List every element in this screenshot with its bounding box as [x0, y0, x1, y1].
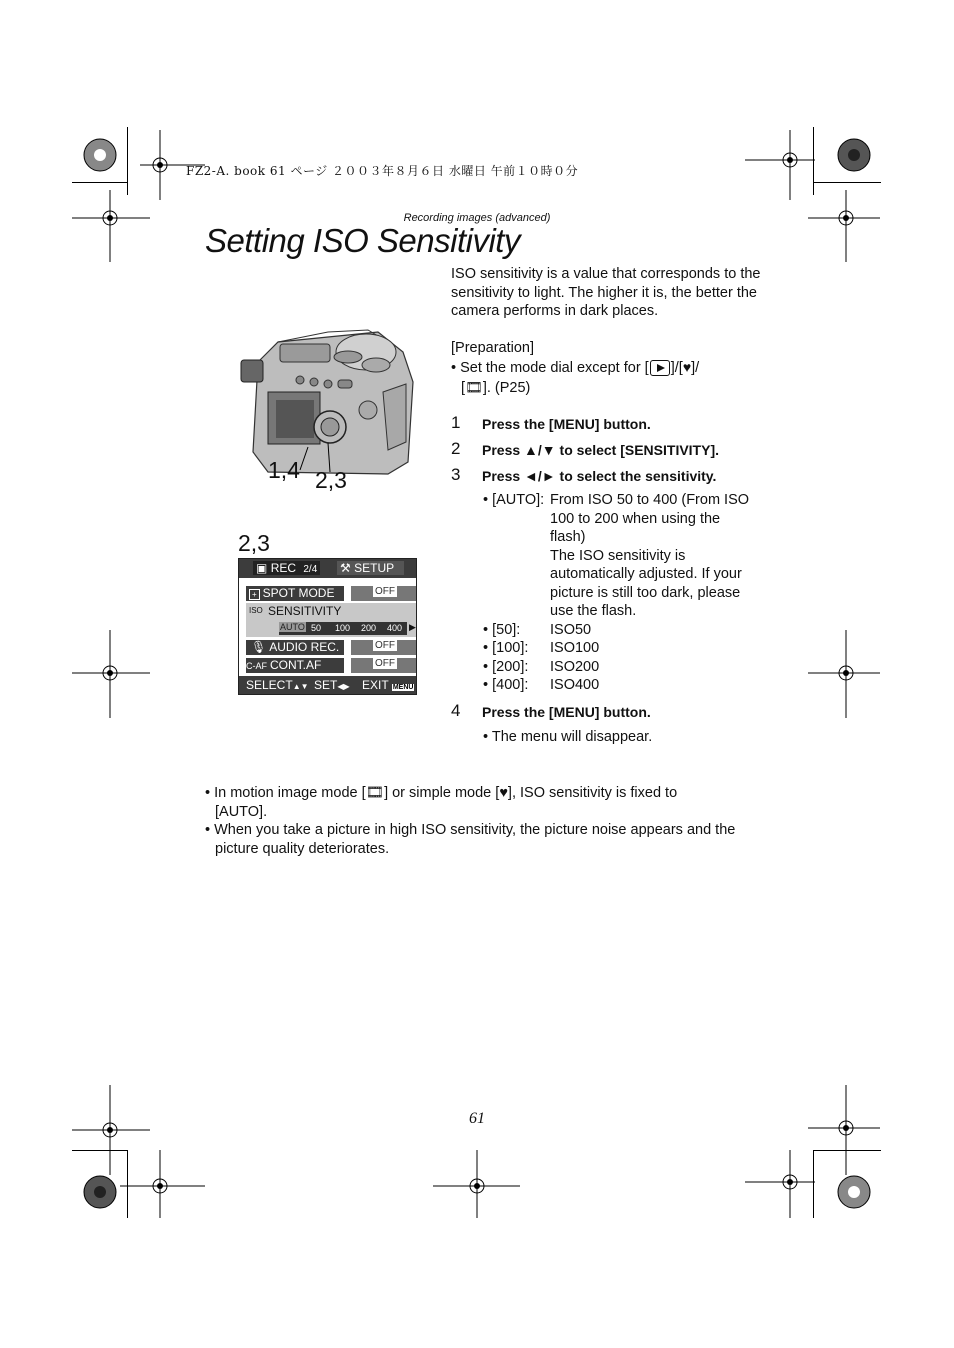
- option-100-desc: ISO100: [550, 640, 600, 656]
- playback-icon: [650, 360, 670, 376]
- spot-mode-value: OFF: [351, 586, 416, 601]
- sens-option-50: 50: [311, 623, 322, 633]
- option-50-desc: ISO50: [550, 622, 592, 638]
- motion-image-icon: 🎞: [465, 379, 483, 395]
- heart-icon: ♥: [682, 359, 692, 375]
- sensitivity-options: [279, 622, 407, 635]
- step-4-note: • The menu will disappear.: [483, 729, 653, 745]
- left-right-icon: ◀▶: [337, 682, 350, 691]
- file-info: FZ2-A. book 61 ページ ２００３年８月６日 水曜日 午前１０時０分: [186, 164, 579, 178]
- preparation-item: • Set the mode dial except for [ ]/[♥]/ [🎞]. (P25): [451, 359, 700, 396]
- sens-option-200: 200: [361, 623, 377, 633]
- heart-icon: ♥: [499, 785, 508, 801]
- arrow-right-icon: ▶: [409, 622, 416, 632]
- iso-icon: ISO: [249, 606, 263, 615]
- note-motion-mode: • In motion image mode [🎞] or simple mode [♥], ISO sensitivity is fixed to [AUTO].: [205, 785, 678, 820]
- option-400-desc: ISO400: [550, 677, 600, 693]
- option-200-desc: ISO200: [550, 659, 600, 675]
- spot-icon: +: [249, 589, 260, 600]
- intro-paragraph: ISO sensitivity is a value that corresponds to the sensitivity to light. The higher it is, the better the camera performs in dark places.: [451, 266, 761, 319]
- page-number: 61: [469, 1110, 485, 1127]
- sens-option-auto: AUTO: [280, 622, 305, 632]
- sens-option-400: 400: [387, 623, 403, 633]
- option-100-key: • [100]:: [483, 640, 529, 656]
- menu-row-spot-mode: + SPOT MODE: [246, 586, 344, 601]
- camera-icon: ▣: [256, 561, 268, 575]
- page-title: Setting ISO Sensitivity: [205, 222, 520, 259]
- preparation-label: [Preparation]: [451, 340, 535, 356]
- option-50-key: • [50]:: [483, 622, 521, 638]
- menu-button-icon: MENU: [392, 684, 414, 691]
- caf-icon: C-AF: [246, 661, 267, 671]
- up-down-icon: ▲▼: [292, 682, 309, 691]
- menu-row-sensitivity: ISO SENSITIVITY AUTO 50 100 200 400 ▶: [246, 603, 416, 637]
- audio-rec-value: OFF: [351, 640, 416, 655]
- footer-set: SET◀▶: [314, 678, 350, 692]
- lcd-menu-screen: [238, 558, 417, 695]
- footer-select: SELECT▲▼: [246, 678, 309, 692]
- callout-step-1-4: 1,4: [268, 457, 300, 483]
- menu-row-cont-af: C-AF CONT.AF: [246, 658, 344, 673]
- menu-tab-bar: [239, 559, 416, 578]
- option-auto-key: • [AUTO]:: [483, 492, 545, 508]
- menu-footer: [239, 676, 416, 694]
- sens-option-100: 100: [335, 623, 351, 633]
- wrench-icon: ⚒: [340, 561, 351, 575]
- tab-setup: ⚒ SETUP: [337, 561, 404, 575]
- camera-illustration: [238, 322, 418, 482]
- option-200-key: • [200]:: [483, 659, 529, 675]
- callout-step-2-3-menu: 2,3: [238, 530, 270, 556]
- option-400-key: • [400]:: [483, 677, 529, 693]
- tab-rec: ▣ REC 2/4: [253, 561, 320, 575]
- menu-row-audio-rec: 🎙 AUDIO REC.: [246, 640, 344, 655]
- cont-af-value: OFF: [351, 658, 416, 673]
- note-high-iso: • When you take a picture in high ISO sensitivity, the picture noise appears and the picture quality deteriorates.: [205, 822, 736, 857]
- footer-exit: EXIT MENU: [362, 678, 414, 692]
- section-label: Recording images (advanced): [403, 212, 551, 224]
- microphone-icon: 🎙: [251, 640, 267, 654]
- motion-image-icon: 🎞: [365, 785, 385, 801]
- callout-step-2-3-camera: 2,3: [315, 467, 347, 493]
- option-auto-desc: From ISO 50 to 400 (From ISO 100 to 200 when using the flash) The ISO sensitivity is automatically adjusted. If your picture is still too dark, please use the flash.: [550, 492, 750, 619]
